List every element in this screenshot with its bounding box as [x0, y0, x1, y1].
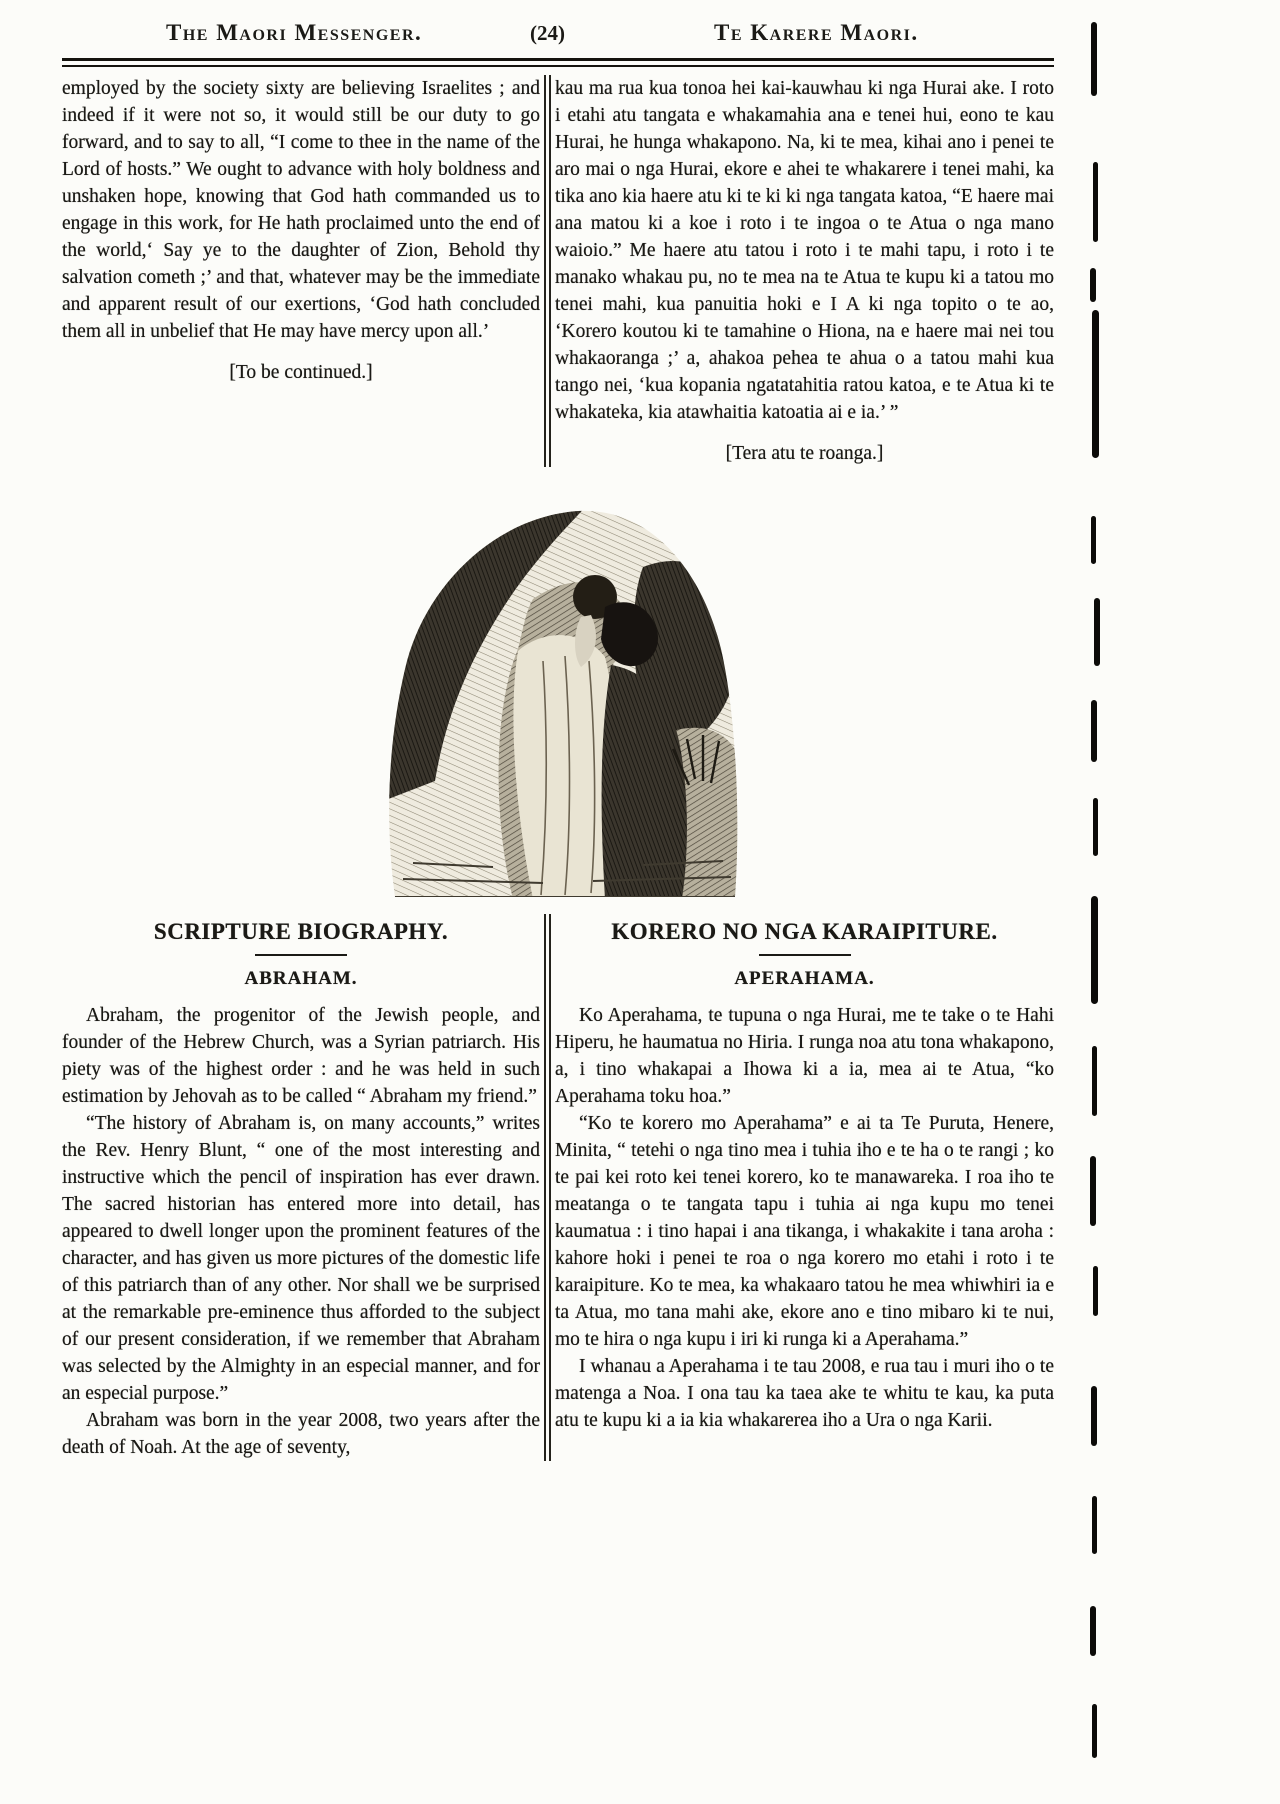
column-divider [544, 914, 551, 1461]
english-paragraph: “The history of Abraham is, on many accounts,” writes the Rev. Henry Blunt, “ one of the most interesting and instructive which the pencil of inspiration has ever drawn. The sacred historian has entered more into detail, has appeared to dwell longer upon the prominent features of the character, and has given us more pictures of the domestic life of this patriarch than of any other. Nor shall we be surprised at the remarkable pre-eminence thus afforded to the subject of our present consideration, if we remember that Abraham was selected by the Almighty in an especial manner, and for an especial purpose.” [62, 1113, 540, 1404]
english-continued-note: [To be continued.] [229, 362, 373, 383]
maori-column-top [555, 75, 1054, 467]
maori-continuation-paragraph: kau ma rua kua tonoa hei kai-kauwhau ki nga Hurai ake. I roto i etahi atu tangata e whakamahia ana e tenei hui, eono te kau Hurai, he hunga whakapono. Na, ki te mea, kihai ano i penei te aro mai o nga Hurai, ekore e ahei te whakarere i tenei mahi, ka tika ano kia haere atu ki te ki ki nga tangata katoa, “E haere mai ana matou ki a koe i roto i te ingoa o te Atua o nga mano waioio.” Me haere atu tatou i roto i te mahi tapu, i roto i te manako whakau pu, no te mea na te Atua te kupu ki a tatou mo tenei mahi, kua panuitia hoki e I A ki nga topito o te ao, ‘Korero koutou ki te tamahine o Hiona, na e haere mai nei tou whakaoranga ;’ a, ahakoa pehea te ahua o a tatou mahi kua tango nei, ‘kua kopania ngatatahitia ratou katoa, e te Atua ki te whakateka, kia atawhaitia katoatia ai e ia.’ ” [555, 78, 1054, 423]
top-articles-section [62, 75, 1054, 467]
english-continuation-paragraph: employed by the society sixty are believing Israelites ; and indeed if it were not so, it would still be our duty to go forward, and to say to all, “I come to thee in the name of the Lord of hosts.” We ought to advance with holy boldness and unshaken hope, knowing that God hath commanded us to engage in this work, for He hath proclaimed unto the end of the world,‘ Say ye to the daughter of Zion, Behold thy salvation cometh ;’ and that, whatever may be the immediate and apparent result of our exertions, ‘God hath concluded them all in unbelief that He may have mercy upon all.’ [62, 78, 540, 342]
masthead-left-title: The Maori Messenger. [166, 20, 423, 45]
english-paragraph: Abraham was born in the year 2008, two years after the death of Noah. At the age of seventy, [62, 1410, 540, 1458]
masthead-rule [62, 58, 1054, 67]
page-number: (24) [530, 21, 565, 45]
section-title-rule [255, 954, 347, 956]
english-paragraph: Abraham, the progenitor of the Jewish people, and founder of the Hebrew Church, was a Syrian patriarch. His piety was of the highest order : and he was held in such estimation by Jehovah as to be called “ Abraham my friend.” [62, 1005, 540, 1107]
masthead [62, 12, 1054, 58]
maori-section-title: KORERO NO NGA KARAIPITURE. [611, 919, 998, 944]
english-section-title: SCRIPTURE BIOGRAPHY. [153, 919, 449, 944]
english-article-title: ABRAHAM. [244, 968, 358, 989]
scan-artifacts [1086, 0, 1106, 1804]
maori-paragraph: I whanau a Aperahama i te tau 2008, e rua tau i muri iho o te matenga a Noa. I ona tau ka taea ake te whitu te kau, ka puta atu te kupu ki a ia kia whakarerea iho a Ura o nga Karii. [555, 1356, 1054, 1431]
bottom-articles-section [62, 914, 1054, 1461]
section-title-rule [759, 954, 851, 956]
page-content [62, 12, 1054, 1461]
maori-continued-note: [Tera atu te roanga.] [725, 443, 884, 464]
maori-article-title: APERAHAMA. [734, 968, 875, 989]
english-column-top [62, 75, 540, 467]
masthead-right-title: Te Karere Maori. [714, 20, 919, 45]
maori-paragraph: “Ko te korero mo Aperahama” e ai ta Te Puruta, Henere, Minita, “ tetehi o nga tino mea i tuhia iho e te ha o te rangi ; ko te pai kei roto kei tenei korero, ko te manawareka. I roa iho te meatanga o te tangata tapu i tuhia ai nga kupu mo tenei kaumatua : i tino hapai i ana tikanga, i whakakite i tana aroha : kahore hoki i penei te roa o nga korero mo etahi i roto i te karaipiture. Ko te mea, ka whakaaro tatou he mea whiwhiri ia e ta Atua, mo tana mahi ake, ekore ano e tino mibaro ki te nui, mo te hira o nga kupu i iri ki runga ki a Aperahama.” [555, 1113, 1054, 1350]
maori-paragraph: Ko Aperahama, te tupuna o nga Hurai, me te take o te Hahi Hiperu, he haumatua no Hiria. I runga noa atu tona whakapono, a, i tino whakapai a Ihowa ki a ia, mea ai te Atua, “ko Aperahama toku hoa.” [555, 1005, 1054, 1107]
english-column-bottom [62, 914, 540, 1461]
maori-column-bottom [555, 914, 1054, 1461]
abraham-engraving [343, 479, 773, 910]
column-divider [544, 75, 551, 467]
